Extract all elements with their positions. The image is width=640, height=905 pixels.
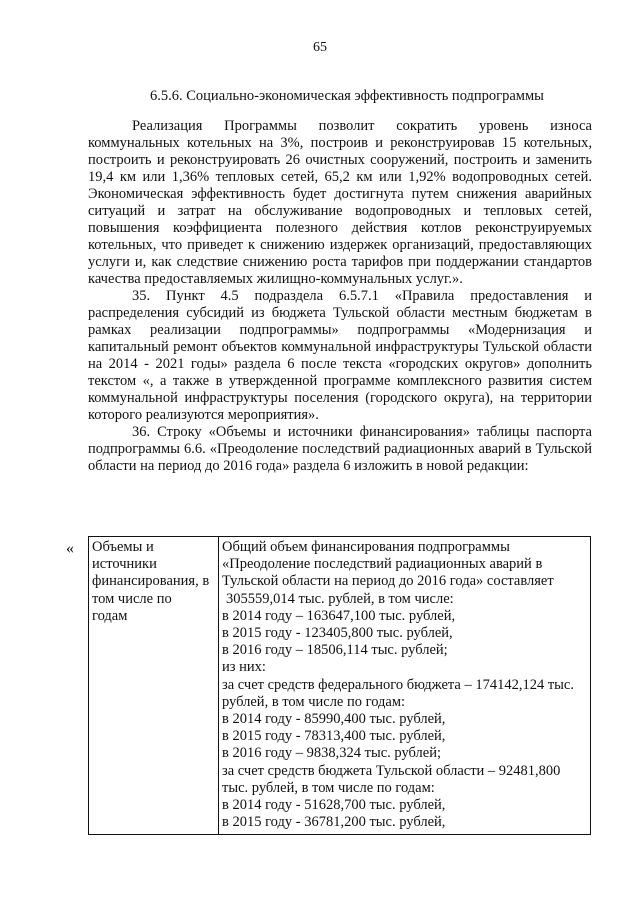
value-line: в 2014 году – 163647,100 тыс. рублей, [222,607,456,624]
financing-value-cell [219,537,591,835]
value-line: за счет средств бюджета Тульской области – 92481,800 [222,762,561,779]
value-line: в 2014 году - 85990,400 тыс. рублей, [222,711,446,728]
value-line: в 2015 году - 123405,800 тыс. рублей, [222,625,453,642]
value-line: в 2015 году - 36781,200 тыс. рублей, [222,814,446,831]
value-line: в 2014 году - 51628,700 тыс. рублей, [222,797,446,814]
value-line: 305559,014 тыс. рублей, в том числе: [226,590,454,607]
value-line: рублей, в том числе по годам: [222,693,406,710]
page-number: 65 [313,40,327,55]
financing-label-cell [89,537,219,835]
value-line: Тульской области на период до 2016 года» составляет [222,573,554,590]
value-line: тыс. рублей, в том числе по годам: [222,779,435,796]
body-text [88,118,592,475]
label-line: том числе по [92,590,172,607]
section-heading: 6.5.6. Социально-экономическая эффективность подпрограммы [150,88,544,104]
value-line: «Преодоление последствий радиационных аварий в [222,556,543,573]
label-line: финансирования, в [92,573,210,590]
value-line: из них: [222,659,266,676]
paragraph-effectiveness: Реализация Программы позволит сократить уровень износа коммунальных котельных на 3%, построив и реконструировав 15 котельных, построить и реконструировать 26 очистных сооружений, построить и заменить 19,4 км или 1,36% тепловых сетей, 65,2 км или 1,92% водопроводных сетей. Экономическая эффективность будет достигнута путем снижения аварийных ситуаций и затрат на обслуживание водопроводных и тепловых сетей, повышения коэффициента полезного действия котлов реконструируемых котельных, что приведет к снижению издержек организаций, предоставляющих услуги и, как следствие снижению роста тарифов при поддержании стандартов качества предоставляемых жилищно-коммунальных услуг.». [88,118,592,287]
paragraph-item-35: 35. Пункт 4.5 подраздела 6.5.7.1 «Правила предоставления и распределения субсидий из бюджета Тульской области местным бюджетам в рамках реализации подпрограммы» подпрограммы «Модернизация и капитальный ремонт объектов коммунальной инфраструктуры Тульской области на 2014 - 2021 годы» раздела 6 после текста «городских округов» дополнить текстом «, а также в утвержденной программе комплексного развития систем коммунальной инфраструктуры поселения (городского округа), на территории которого реализуются мероприятия». [88,288,592,423]
paragraph-item-36: 36. Строку «Объемы и источники финансирования» таблицы паспорта подпрограммы 6.6. «Преодоление последствий радиационных аварий в Тульской области на период до 2016 года» раздела 6 изложить в новой редакции: [88,424,592,474]
opening-quote-mark: « [66,540,74,557]
label-line: Объемы и [92,539,154,555]
value-line: в 2016 году – 9838,324 тыс. рублей; [222,745,442,762]
value-line: Общий объем финансирования подпрограммы [222,539,510,555]
label-line: годам [92,607,128,624]
value-line: в 2016 году – 18506,114 тыс. рублей; [222,642,448,659]
value-line: за счет средств федерального бюджета – 174142,124 тыс. [222,676,574,693]
label-line: источники [92,556,157,573]
value-line: в 2015 году - 78313,400 тыс. рублей, [222,728,446,745]
table-row [89,537,591,835]
financing-table [88,536,591,835]
